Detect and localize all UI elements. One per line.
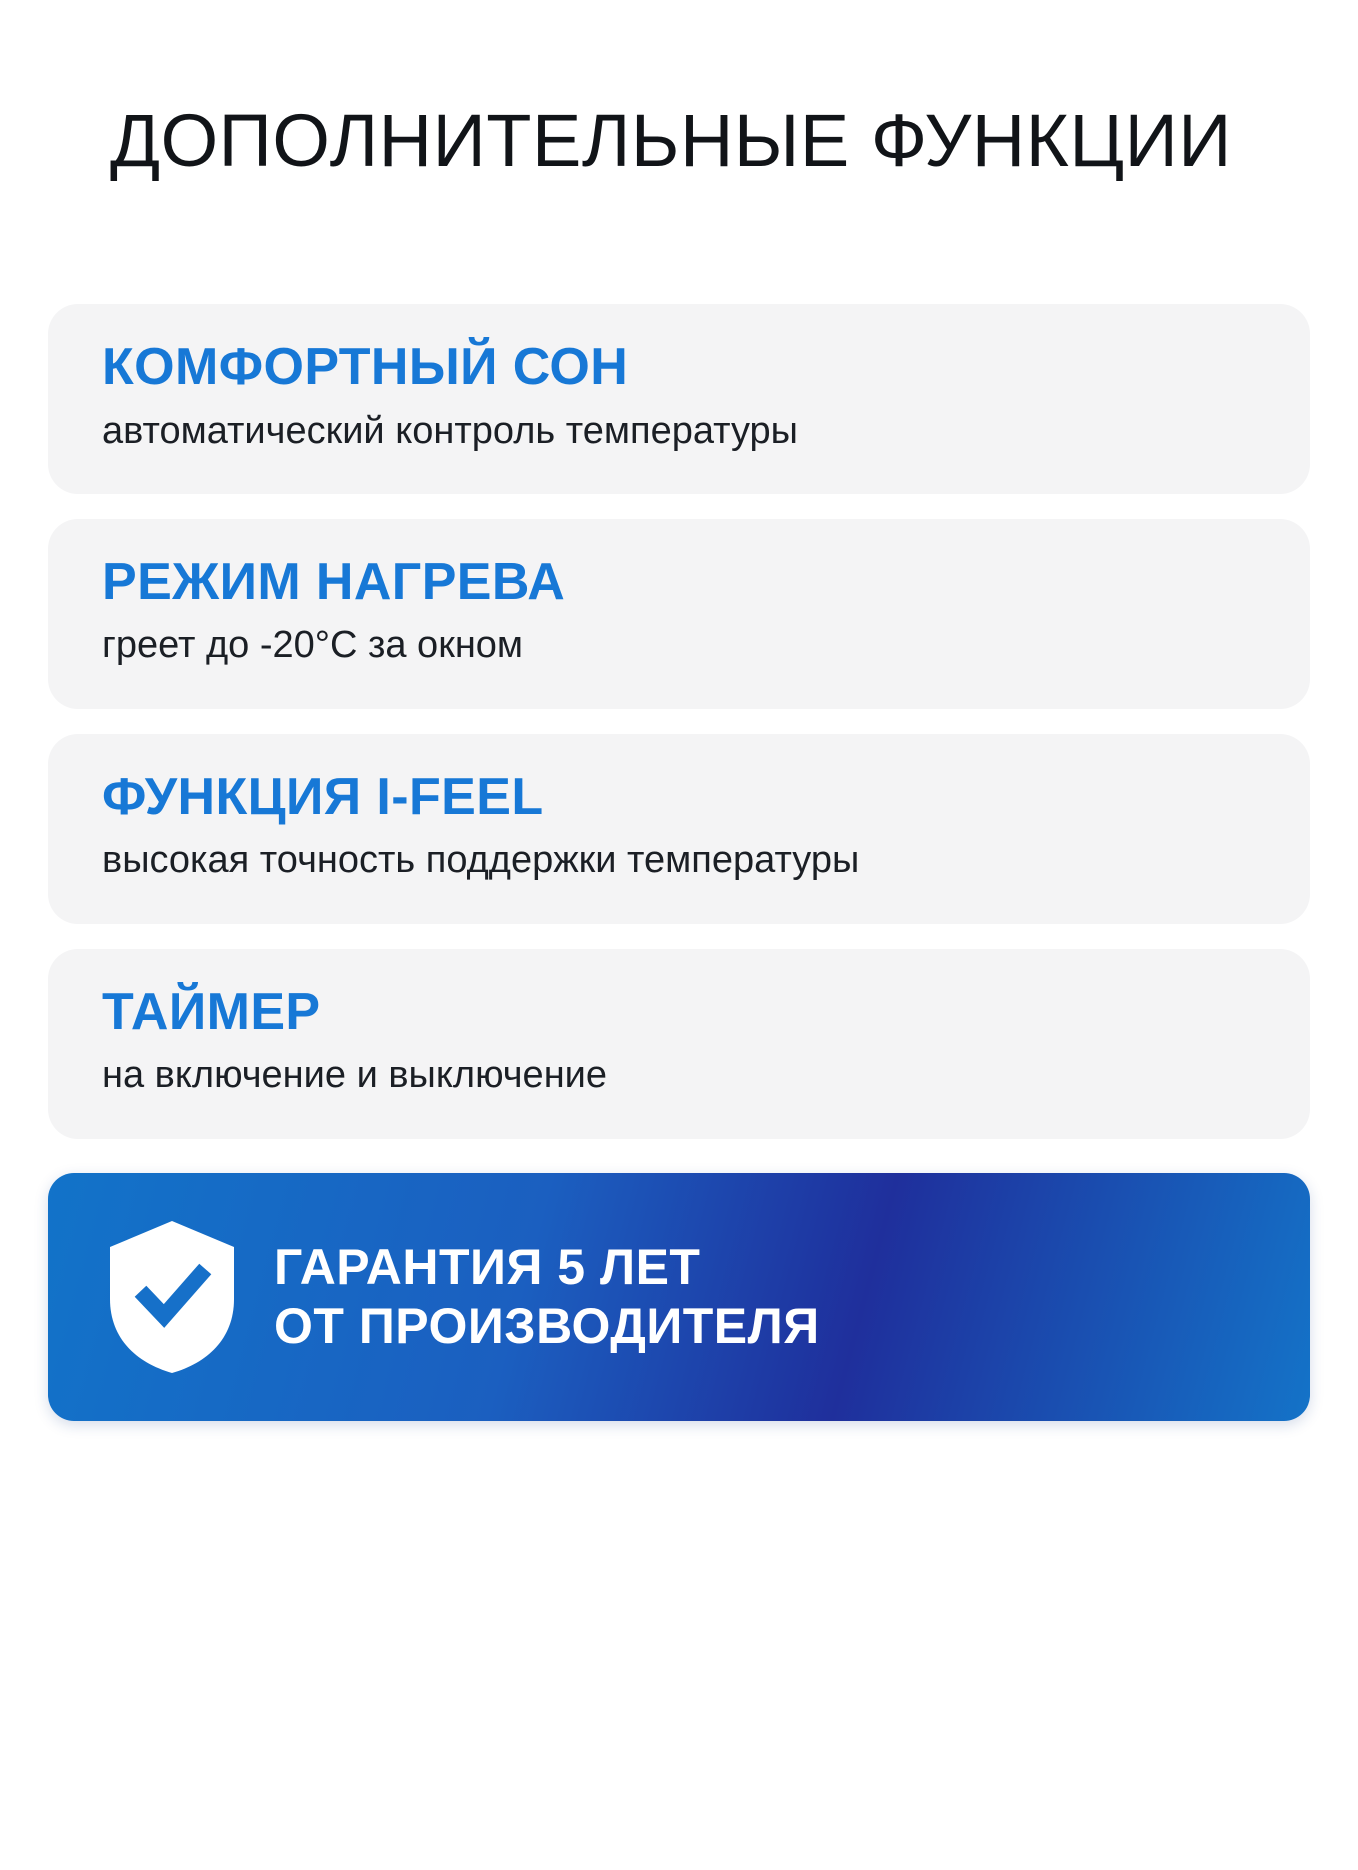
feature-card-title: ТАЙМЕР	[102, 982, 321, 1041]
feature-card-title: ФУНКЦИЯ I-FEEL	[102, 767, 544, 826]
feature-card-list	[48, 304, 1310, 1138]
feature-card-title: РЕЖИМ НАГРЕВА	[102, 553, 566, 612]
feature-card-subtitle: автоматический контроль температуры	[102, 409, 798, 452]
feature-card-title: КОМФОРТНЫЙ СОН	[102, 338, 629, 397]
warranty-text	[274, 1238, 820, 1356]
page-title: ДОПОЛНИТЕЛЬНЫЕ ФУНКЦИИ	[110, 99, 1232, 182]
feature-card-subtitle: высокая точность поддержки температуры	[102, 839, 860, 882]
warranty-line-1: ГАРАНТИЯ 5 ЛЕТ	[274, 1238, 701, 1295]
shield-check-icon	[104, 1217, 240, 1377]
feature-card-subtitle: на включение и выключение	[102, 1053, 608, 1096]
feature-card-subtitle: греет до -20°C за окном	[102, 624, 524, 667]
feature-card	[48, 734, 1310, 924]
feature-card	[48, 519, 1310, 709]
feature-card	[48, 304, 1310, 494]
warranty-line-2: ОТ ПРОИЗВОДИТЕЛЯ	[274, 1297, 820, 1354]
warranty-banner	[48, 1173, 1310, 1421]
feature-card	[48, 949, 1310, 1139]
